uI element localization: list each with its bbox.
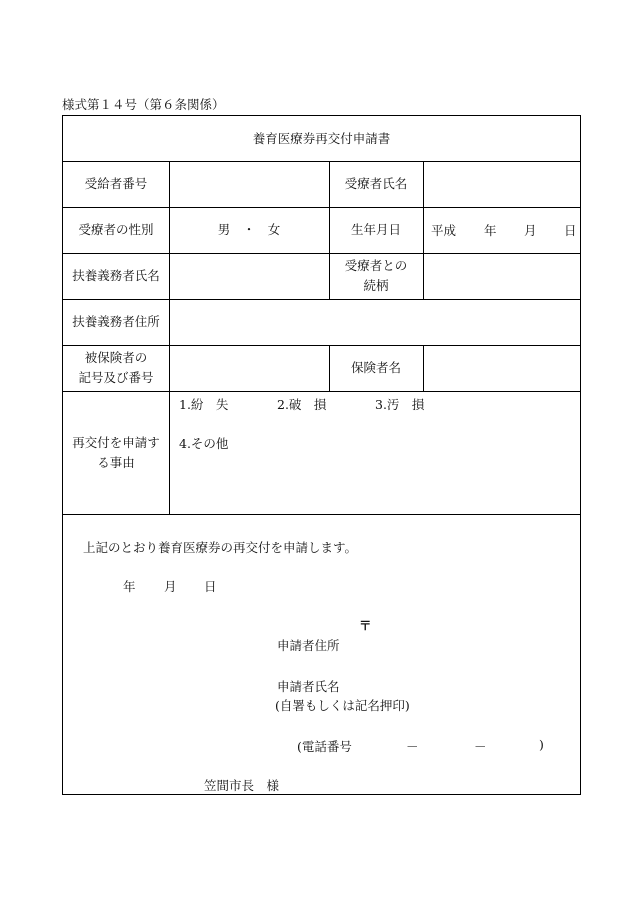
reason-label-line1: 再交付を申請す xyxy=(72,434,160,450)
reason-option-soiled[interactable]: 3.汚 損 xyxy=(375,397,425,412)
applicant-name-label: 申請者氏名 xyxy=(277,679,340,694)
gender-options[interactable]: 男 ・ 女 xyxy=(217,222,281,237)
form-title: 養育医療券再交付申請書 xyxy=(252,130,391,146)
reason-label-line2: る事由 xyxy=(97,454,135,470)
phone-close: ) xyxy=(539,737,544,752)
guardian-address-field[interactable] xyxy=(170,300,579,344)
guardian-address-label: 扶養義務者住所 xyxy=(72,314,160,329)
addressee: 笠間市長 様 xyxy=(204,778,280,793)
phone-dash-2: － xyxy=(474,739,487,754)
insurer-name-field[interactable] xyxy=(424,346,579,390)
declaration-statement: 上記のとおり養育医療券の再交付を申請します。 xyxy=(83,540,358,555)
birthdate-label: 生年月日 xyxy=(350,222,401,237)
insured-label-line1: 被保険者の xyxy=(84,350,148,365)
application-form xyxy=(62,115,581,795)
insured-label-line2: 記号及び番号 xyxy=(78,370,154,385)
insured-number-field[interactable] xyxy=(170,346,328,390)
postal-mark: 〒 xyxy=(359,618,372,633)
phone-dash-1: － xyxy=(406,739,419,754)
date-day: 日 xyxy=(204,579,217,594)
reason-option-lost[interactable]: 1.紛 失 xyxy=(179,397,229,412)
patient-name-field[interactable] xyxy=(424,162,579,206)
phone-open: (電話番号 xyxy=(297,739,352,754)
reason-option-damaged[interactable]: 2.破 損 xyxy=(277,397,327,412)
birthdate-year: 年 xyxy=(484,223,497,238)
relationship-label-line2: 続柄 xyxy=(363,278,389,293)
patient-name-label: 受療者氏名 xyxy=(344,176,408,191)
applicant-address-label: 申請者住所 xyxy=(277,638,340,653)
row-divider xyxy=(63,514,580,515)
relationship-label xyxy=(329,253,423,299)
reason-option-other[interactable]: 4.その他 xyxy=(179,436,229,451)
patient-gender-label: 受療者の性別 xyxy=(78,222,154,237)
date-month: 月 xyxy=(164,579,177,594)
recipient-number-label: 受給者番号 xyxy=(84,176,148,191)
recipient-number-field[interactable] xyxy=(170,162,328,206)
guardian-name-field[interactable] xyxy=(170,254,328,298)
guardian-name-label: 扶養義務者氏名 xyxy=(72,268,160,283)
birthdate-day: 日 xyxy=(564,223,577,238)
relationship-label-line1: 受療者との xyxy=(344,258,408,273)
signature-note: (自署もしくは記名押印) xyxy=(275,698,410,713)
insured-label xyxy=(63,345,169,391)
reason-label xyxy=(63,391,169,514)
date-year: 年 xyxy=(123,579,136,594)
birthdate-month: 月 xyxy=(524,223,537,238)
birthdate-era: 平成 xyxy=(431,223,457,238)
relationship-field[interactable] xyxy=(424,254,579,298)
insurer-name-label: 保険者名 xyxy=(350,360,401,375)
form-number: 様式第１４号（第６条関係） xyxy=(62,97,225,112)
